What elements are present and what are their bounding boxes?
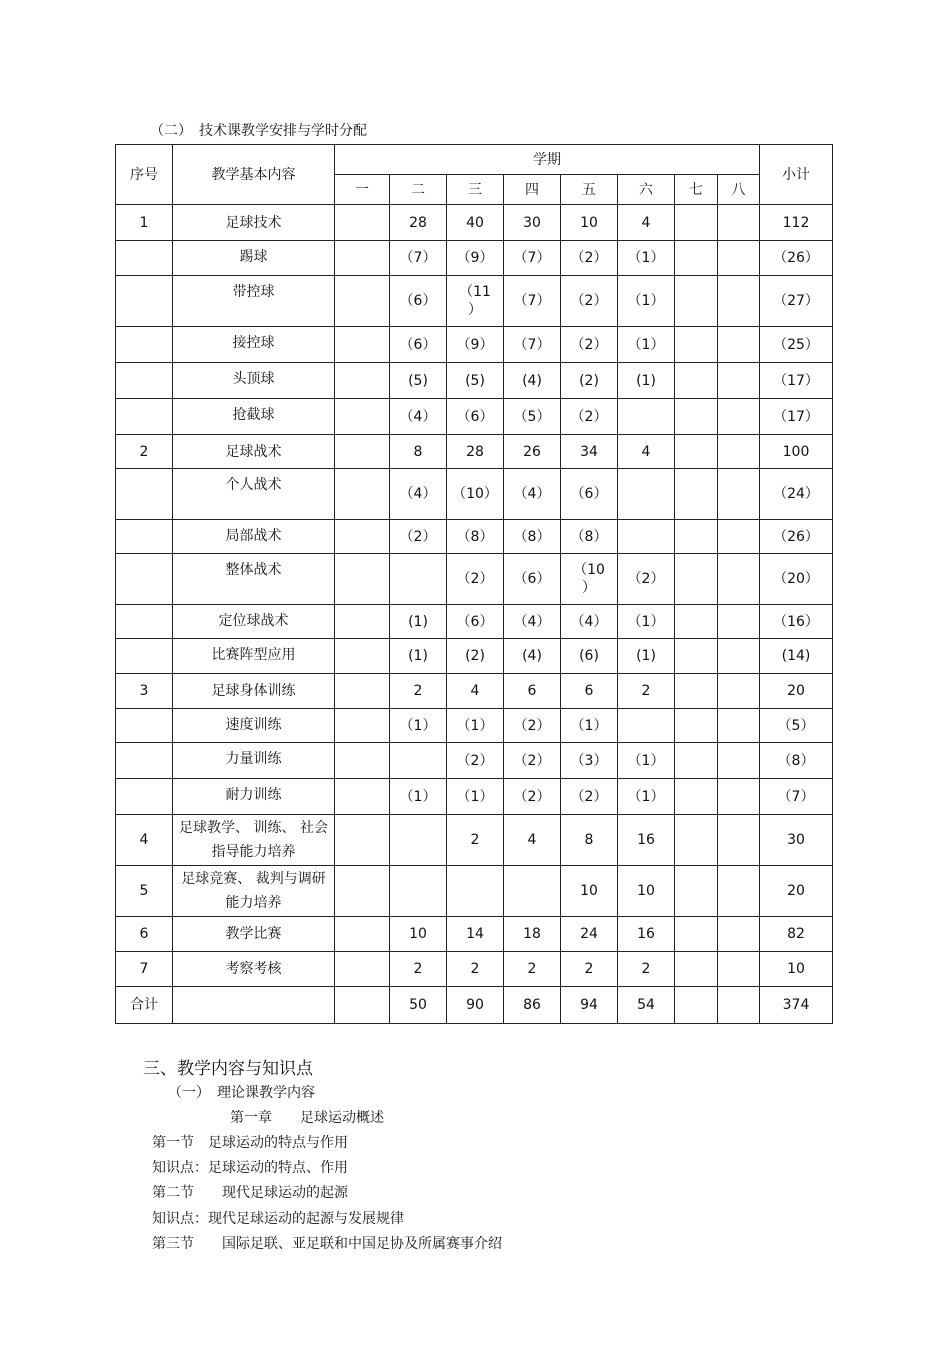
term-6-cell (618, 709, 675, 743)
term-4-cell: 4 (504, 815, 561, 866)
term-6-cell: (1) (618, 639, 675, 674)
term-6-cell: （2） (618, 554, 675, 605)
content-cell: 抢截球 (173, 399, 335, 435)
term-4-cell: （4） (504, 605, 561, 639)
term-2-cell: 2 (390, 952, 447, 987)
term-7-cell (675, 363, 718, 399)
table-row (116, 952, 833, 987)
term-7-cell (675, 866, 718, 917)
term-8-cell (718, 205, 760, 241)
header-term-1: 一 (335, 175, 390, 205)
term-6-cell: (1) (618, 363, 675, 399)
term-8-cell (718, 709, 760, 743)
term-7-cell (675, 205, 718, 241)
term-1-cell (335, 363, 390, 399)
seq-cell: 5 (116, 866, 173, 917)
term-3-cell: （9） (447, 327, 504, 363)
term-7-cell (675, 435, 718, 469)
term-5-cell: （1） (561, 709, 618, 743)
table-row (116, 987, 833, 1024)
term-8-cell (718, 815, 760, 866)
term-1-cell (335, 554, 390, 605)
term-2-cell (390, 743, 447, 779)
term-3-cell: （1） (447, 779, 504, 815)
seq-cell: 6 (116, 917, 173, 952)
seq-cell (116, 363, 173, 399)
term-7-cell (675, 779, 718, 815)
subtotal-cell: 100 (760, 435, 833, 469)
term-2-cell: 50 (390, 987, 447, 1024)
term-1-cell (335, 520, 390, 554)
term-8-cell (718, 363, 760, 399)
table-row (116, 399, 833, 435)
term-5-cell: （2） (561, 327, 618, 363)
term-2-cell: （1） (390, 709, 447, 743)
seq-cell (116, 709, 173, 743)
term-5-cell: （4） (561, 605, 618, 639)
term-6-cell (618, 469, 675, 520)
header-term-5: 五 (561, 175, 618, 205)
term-6-cell: （1） (618, 327, 675, 363)
term-4-cell: （2） (504, 709, 561, 743)
term-8-cell (718, 674, 760, 709)
header-term: 学期 (335, 145, 760, 175)
subtotal-cell: （7） (760, 779, 833, 815)
term-8-cell (718, 987, 760, 1024)
term-7-cell (675, 241, 718, 276)
term-3-cell: （2） (447, 743, 504, 779)
term-5-cell: （2） (561, 779, 618, 815)
term-2-cell: 8 (390, 435, 447, 469)
body-line: 知识点：现代足球运动的起源与发展规律 (152, 1211, 404, 1227)
term-8-cell (718, 605, 760, 639)
term-1-cell (335, 241, 390, 276)
header-content: 教学基本内容 (173, 145, 335, 205)
table-row (116, 605, 833, 639)
term-8-cell (718, 917, 760, 952)
term-3-cell: （2） (447, 554, 504, 605)
term-5-cell: 24 (561, 917, 618, 952)
table-row (116, 327, 833, 363)
term-1-cell (335, 779, 390, 815)
content-cell: 头顶球 (173, 363, 335, 399)
term-5-cell: （2） (561, 276, 618, 327)
term-2-cell: （6） (390, 276, 447, 327)
content-cell (173, 987, 335, 1024)
term-1-cell (335, 605, 390, 639)
term-3-cell (447, 866, 504, 917)
term-7-cell (675, 639, 718, 674)
term-3-cell: 2 (447, 952, 504, 987)
term-8-cell (718, 435, 760, 469)
term-8-cell (718, 952, 760, 987)
content-cell: 足球身体训练 (173, 674, 335, 709)
term-7-cell (675, 952, 718, 987)
hours-table (115, 144, 833, 1024)
seq-cell (116, 779, 173, 815)
term-4-cell: 26 (504, 435, 561, 469)
term-5-cell: （2） (561, 241, 618, 276)
term-2-cell: （7） (390, 241, 447, 276)
subtotal-cell: （5） (760, 709, 833, 743)
chapter-heading: 三、教学内容与知识点 (143, 1059, 313, 1079)
term-6-cell: （1） (618, 743, 675, 779)
term-5-cell: (6) (561, 639, 618, 674)
body-line: 第三节 国际足联、亚足联和中国足协及所属赛事介绍 (152, 1236, 502, 1252)
term-2-cell: (5) (390, 363, 447, 399)
table-row (116, 639, 833, 674)
header-term-2: 二 (390, 175, 447, 205)
term-3-cell: 4 (447, 674, 504, 709)
term-5-cell: （2） (561, 399, 618, 435)
term-3-cell: （9） (447, 241, 504, 276)
chapter-title: 第一章 足球运动概述 (230, 1110, 384, 1126)
subtotal-cell: （26） (760, 520, 833, 554)
content-cell: 接控球 (173, 327, 335, 363)
table-row (116, 779, 833, 815)
table-row (116, 709, 833, 743)
term-4-cell: （8） (504, 520, 561, 554)
term-6-cell: 2 (618, 674, 675, 709)
term-7-cell (675, 276, 718, 327)
term-5-cell: (2) (561, 363, 618, 399)
term-7-cell (675, 987, 718, 1024)
term-1-cell (335, 743, 390, 779)
subtotal-cell: （26） (760, 241, 833, 276)
table-row (116, 241, 833, 276)
term-7-cell (675, 554, 718, 605)
term-2-cell: （4） (390, 469, 447, 520)
table-row (116, 866, 833, 917)
term-5-cell: （10 ） (561, 554, 618, 605)
header-term-6: 六 (618, 175, 675, 205)
term-4-cell: （7） (504, 276, 561, 327)
subtotal-cell: 20 (760, 674, 833, 709)
term-1-cell (335, 866, 390, 917)
term-6-cell: 16 (618, 917, 675, 952)
term-2-cell: （4） (390, 399, 447, 435)
term-6-cell (618, 520, 675, 554)
term-3-cell: （6） (447, 399, 504, 435)
term-2-cell: 2 (390, 674, 447, 709)
body-line: 第二节 现代足球运动的起源 (152, 1185, 348, 1201)
term-7-cell (675, 520, 718, 554)
header-term-3: 三 (447, 175, 504, 205)
term-1-cell (335, 952, 390, 987)
term-3-cell: 14 (447, 917, 504, 952)
term-8-cell (718, 779, 760, 815)
term-4-cell: （2） (504, 743, 561, 779)
term-6-cell: （1） (618, 779, 675, 815)
term-5-cell: 94 (561, 987, 618, 1024)
table-row (116, 815, 833, 866)
seq-cell: 3 (116, 674, 173, 709)
term-6-cell: （1） (618, 605, 675, 639)
subtotal-cell: 374 (760, 987, 833, 1024)
table-row (116, 469, 833, 520)
term-8-cell (718, 276, 760, 327)
term-2-cell: (1) (390, 639, 447, 674)
content-cell: 耐力训练 (173, 779, 335, 815)
term-6-cell: 4 (618, 435, 675, 469)
term-1-cell (335, 435, 390, 469)
content-cell: 力量训练 (173, 743, 335, 779)
table-row (116, 674, 833, 709)
term-1-cell (335, 987, 390, 1024)
term-3-cell: 40 (447, 205, 504, 241)
subtotal-cell: （16） (760, 605, 833, 639)
term-6-cell: 2 (618, 952, 675, 987)
term-3-cell: 2 (447, 815, 504, 866)
term-3-cell: 90 (447, 987, 504, 1024)
term-3-cell: （8） (447, 520, 504, 554)
seq-cell (116, 639, 173, 674)
term-4-cell: （2） (504, 779, 561, 815)
table-row (116, 363, 833, 399)
content-cell: 教学比赛 (173, 917, 335, 952)
term-8-cell (718, 520, 760, 554)
content-cell: 足球教学、 训练、 社会指导能力培养 (173, 815, 335, 866)
term-7-cell (675, 815, 718, 866)
content-cell: 足球技术 (173, 205, 335, 241)
term-5-cell: （3） (561, 743, 618, 779)
header-subtotal: 小计 (760, 145, 833, 205)
term-2-cell: 28 (390, 205, 447, 241)
term-1-cell (335, 399, 390, 435)
term-4-cell: （7） (504, 241, 561, 276)
term-6-cell: （1） (618, 276, 675, 327)
term-6-cell: （1） (618, 241, 675, 276)
subtotal-cell: （8） (760, 743, 833, 779)
seq-cell: 4 (116, 815, 173, 866)
content-cell: 比赛阵型应用 (173, 639, 335, 674)
term-4-cell: 6 (504, 674, 561, 709)
term-6-cell: 10 (618, 866, 675, 917)
seq-cell (116, 469, 173, 520)
term-4-cell: 30 (504, 205, 561, 241)
table-row (116, 554, 833, 605)
term-2-cell: （2） (390, 520, 447, 554)
term-3-cell: (5) (447, 363, 504, 399)
term-1-cell (335, 674, 390, 709)
term-6-cell: 4 (618, 205, 675, 241)
term-2-cell (390, 815, 447, 866)
body-line: 知识点：足球运动的特点、作用 (152, 1160, 348, 1176)
content-cell: 局部战术 (173, 520, 335, 554)
term-1-cell (335, 917, 390, 952)
subtotal-cell: 20 (760, 866, 833, 917)
term-6-cell (618, 399, 675, 435)
seq-cell (116, 241, 173, 276)
seq-cell (116, 399, 173, 435)
subtotal-cell: 82 (760, 917, 833, 952)
term-7-cell (675, 605, 718, 639)
subtotal-cell: （25） (760, 327, 833, 363)
term-6-cell: 16 (618, 815, 675, 866)
term-1-cell (335, 469, 390, 520)
term-7-cell (675, 399, 718, 435)
content-cell: 考察考核 (173, 952, 335, 987)
term-2-cell (390, 866, 447, 917)
term-4-cell: （7） (504, 327, 561, 363)
subtotal-cell: （24） (760, 469, 833, 520)
subtotal-cell: 112 (760, 205, 833, 241)
subtotal-cell: (14) (760, 639, 833, 674)
term-2-cell: （6） (390, 327, 447, 363)
term-1-cell (335, 815, 390, 866)
term-7-cell (675, 674, 718, 709)
body-line: 第一节 足球运动的特点与作用 (152, 1135, 348, 1151)
content-cell: 足球竞赛、 裁判与调研能力培养 (173, 866, 335, 917)
seq-cell (116, 276, 173, 327)
term-3-cell: （6） (447, 605, 504, 639)
term-5-cell: 10 (561, 866, 618, 917)
term-4-cell: （5） (504, 399, 561, 435)
table-row (116, 520, 833, 554)
term-2-cell: (1) (390, 605, 447, 639)
table-row (116, 743, 833, 779)
content-cell: 踢球 (173, 241, 335, 276)
term-4-cell: (4) (504, 639, 561, 674)
table-row (116, 205, 833, 241)
term-2-cell: （1） (390, 779, 447, 815)
seq-cell: 合计 (116, 987, 173, 1024)
term-4-cell: 86 (504, 987, 561, 1024)
term-8-cell (718, 743, 760, 779)
term-8-cell (718, 866, 760, 917)
term-4-cell: （6） (504, 554, 561, 605)
term-1-cell (335, 709, 390, 743)
term-3-cell: (2) (447, 639, 504, 674)
term-2-cell (390, 554, 447, 605)
term-8-cell (718, 639, 760, 674)
term-1-cell (335, 327, 390, 363)
seq-cell (116, 743, 173, 779)
term-5-cell: 8 (561, 815, 618, 866)
term-2-cell: 10 (390, 917, 447, 952)
table-row (116, 276, 833, 327)
term-3-cell: 28 (447, 435, 504, 469)
header-term-7: 七 (675, 175, 718, 205)
seq-cell (116, 520, 173, 554)
term-5-cell: （8） (561, 520, 618, 554)
term-3-cell: （11 ） (447, 276, 504, 327)
subtotal-cell: （27） (760, 276, 833, 327)
header-term-8: 八 (718, 175, 760, 205)
subtotal-cell: （17） (760, 363, 833, 399)
content-cell: 速度训练 (173, 709, 335, 743)
term-7-cell (675, 743, 718, 779)
term-5-cell: （6） (561, 469, 618, 520)
section-label: （二） 技术课教学安排与学时分配 (150, 123, 367, 139)
term-7-cell (675, 709, 718, 743)
table-row (116, 917, 833, 952)
header-seq: 序号 (116, 145, 173, 205)
term-5-cell: 10 (561, 205, 618, 241)
term-4-cell (504, 866, 561, 917)
seq-cell (116, 605, 173, 639)
content-cell: 整体战术 (173, 554, 335, 605)
sub-heading: （一） 理论课教学内容 (168, 1085, 315, 1101)
table-row (116, 435, 833, 469)
term-8-cell (718, 327, 760, 363)
term-3-cell: （10） (447, 469, 504, 520)
seq-cell (116, 554, 173, 605)
term-7-cell (675, 917, 718, 952)
subtotal-cell: 30 (760, 815, 833, 866)
term-5-cell: 34 (561, 435, 618, 469)
subtotal-cell: （17） (760, 399, 833, 435)
term-4-cell: (4) (504, 363, 561, 399)
subtotal-cell: 10 (760, 952, 833, 987)
term-3-cell: （1） (447, 709, 504, 743)
term-1-cell (335, 639, 390, 674)
content-cell: 足球战术 (173, 435, 335, 469)
term-8-cell (718, 241, 760, 276)
header-term-4: 四 (504, 175, 561, 205)
seq-cell: 2 (116, 435, 173, 469)
term-4-cell: 2 (504, 952, 561, 987)
term-8-cell (718, 399, 760, 435)
seq-cell: 7 (116, 952, 173, 987)
term-8-cell (718, 554, 760, 605)
term-4-cell: 18 (504, 917, 561, 952)
term-8-cell (718, 469, 760, 520)
term-5-cell: 6 (561, 674, 618, 709)
term-1-cell (335, 205, 390, 241)
seq-cell: 1 (116, 205, 173, 241)
term-7-cell (675, 469, 718, 520)
term-6-cell: 54 (618, 987, 675, 1024)
subtotal-cell: （20） (760, 554, 833, 605)
term-7-cell (675, 327, 718, 363)
content-cell: 定位球战术 (173, 605, 335, 639)
content-cell: 带控球 (173, 276, 335, 327)
term-1-cell (335, 276, 390, 327)
seq-cell (116, 327, 173, 363)
term-4-cell: （4） (504, 469, 561, 520)
content-cell: 个人战术 (173, 469, 335, 520)
term-5-cell: 2 (561, 952, 618, 987)
